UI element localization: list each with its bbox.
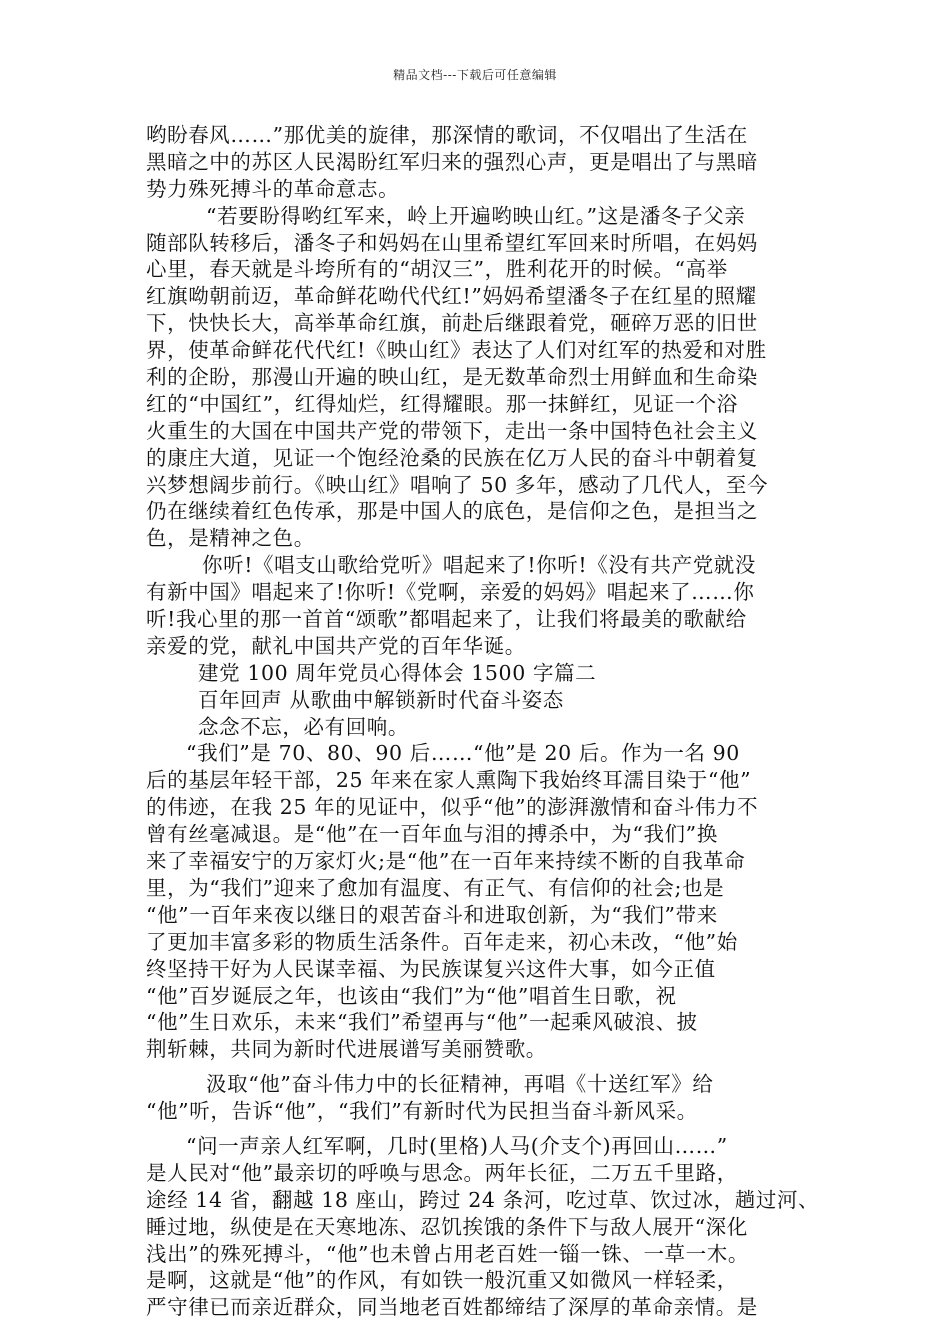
paragraph-first-line: “我们”是 70、80、90 后……“他”是 20 后。作为一名 90 bbox=[186, 741, 740, 766]
text-line: 界，使革命鲜花代代红!《映山红》表达了人们对红军的热爱和对胜 bbox=[146, 338, 767, 363]
paragraph-first-line: “若要盼得哟红军来，岭上开遍哟映山红。”这是潘冬子父亲 bbox=[206, 203, 746, 228]
text-line: 下，快快长大，高举革命红旗，前赴后继跟着党，砸碎万恶的旧世 bbox=[146, 311, 758, 336]
text-line: 睡过地，纵使是在天寒地冻、忍饥挨饿的条件下与敌人展开“深化 bbox=[146, 1214, 748, 1239]
text-line: 是人民对“他”最亲切的呼唤与思念。两年长征，二万五千里路， bbox=[146, 1160, 738, 1185]
text-line: 黑暗之中的苏区人民渴盼红军归来的强烈心声，更是唱出了与黑暗 bbox=[146, 149, 758, 174]
text-line: 哟盼春风……”那优美的旋律，那深情的歌词，不仅唱出了生活在 bbox=[146, 123, 748, 147]
text-line: 兴梦想阔步前行。《映山红》唱响了 50 多年，感动了几代人，至今 bbox=[146, 472, 769, 497]
paragraph-gap bbox=[146, 1125, 808, 1133]
text-line: 后的基层年轻干部，25 年来在家人熏陶下我始终耳濡目染于“他” bbox=[146, 768, 752, 793]
text-line: 随部队转移后，潘冬子和妈妈在山里希望红军回来时所唱，在妈妈 bbox=[146, 230, 758, 255]
section-heading: 建党 100 周年党员心得体会 1500 字篇二 bbox=[198, 660, 597, 685]
text-line: 荆斩棘，共同为新时代进展谱写美丽赞歌。 bbox=[146, 1037, 547, 1062]
text-line: 仍在继续着红色传承，那是中国人的底色，是信仰之色，是担当之 bbox=[146, 499, 758, 524]
paragraph-gap bbox=[146, 1063, 808, 1071]
page-header: 精品文档---下载后可任意编辑 bbox=[393, 68, 557, 82]
text-line: “他”百岁诞辰之年，也该由“我们”为“他”唱首生日歌，祝 bbox=[146, 983, 677, 1008]
text-line: 红的“中国红”，红得灿烂，红得耀眼。那一抹鲜红，见证一个浴 bbox=[146, 391, 738, 416]
paragraph-first-line: 你听!《唱支山歌给党听》唱起来了!你听!《没有共产党就没 bbox=[202, 553, 757, 578]
text-line: “他”一百年来夜以继日的艰苦奋斗和进取创新，为“我们”带来 bbox=[146, 902, 718, 927]
text-line: 曾有丝毫减退。是“他”在一百年血与泪的搏杀中，为“我们”换 bbox=[146, 822, 718, 847]
text-line: 途经 14 省，翻越 18 座山，跨过 24 条河，吃过草、饮过冰，趟过河、 bbox=[146, 1187, 820, 1212]
text-line: 的伟迹，在我 25 年的见证中，似乎“他”的澎湃激情和奋斗伟力不 bbox=[146, 795, 759, 820]
document-body bbox=[146, 122, 820, 1321]
text-line: 亲爱的党，献礼中国共产党的百年华诞。 bbox=[146, 633, 526, 658]
text-line: 了更加丰富多彩的物质生活条件。百年走来，初心未改，“他”始 bbox=[146, 929, 738, 954]
text-line: 终坚持干好为人民谋幸福、为民族谋复兴这件大事，如今正值 bbox=[146, 956, 716, 981]
text-line: 心里，春天就是斗垮所有的“胡汉三”，胜利花开的时候。“高举 bbox=[146, 257, 728, 282]
text-line: 利的企盼，那漫山开遍的映山红，是无数革命烈士用鲜血和生命染 bbox=[146, 365, 758, 390]
text-line: 势力殊死搏斗的革命意志。 bbox=[146, 176, 400, 201]
text-line: 是啊，这就是“他”的作风，有如铁一般沉重又如微风一样轻柔， bbox=[146, 1268, 738, 1293]
text-line: “他”生日欢乐，未来“我们”希望再与“他”一起乘风破浪、披 bbox=[146, 1010, 698, 1035]
text-line: 色，是精神之色。 bbox=[146, 526, 315, 551]
text-line: 来了幸福安宁的万家灯火;是“他”在一百年来持续不断的自我革命 bbox=[146, 849, 746, 874]
paragraph-first-line: 汲取“他”奋斗伟力中的长征精神，再唱《十送红军》给 bbox=[206, 1072, 714, 1097]
text-line: 里，为“我们”迎来了愈加有温度、有正气、有信仰的社会;也是 bbox=[146, 875, 725, 900]
text-line: 有新中国》唱起来了!你听!《党啊，亲爱的妈妈》唱起来了……你 bbox=[146, 580, 755, 605]
text-line: 红旗呦朝前迈，革命鲜花呦代代红!”妈妈希望潘冬子在红星的照耀 bbox=[146, 284, 757, 309]
text-line: 火重生的大国在中国共产党的带领下，走出一条中国特色社会主义 bbox=[146, 418, 758, 443]
text-line: 听!我心里的那一首首“颂歌”都唱起来了，让我们将最美的歌献给 bbox=[146, 607, 747, 632]
paragraph-first-line: “问一声亲人红军啊，几时(里格)人马(介支个)再回山……” bbox=[186, 1133, 728, 1158]
text-line: “他”听，告诉“他”，“我们”有新时代为民担当奋斗新风采。 bbox=[146, 1099, 698, 1124]
text-line: 的康庄大道，见证一个饱经沧桑的民族在亿万人民的奋斗中朝着复 bbox=[146, 445, 758, 470]
paragraph-first-line: 念念不忘，必有回响。 bbox=[198, 714, 409, 739]
section-subtitle: 百年回声 从歌曲中解锁新时代奋斗姿态 bbox=[198, 687, 564, 712]
text-line: 浅出”的殊死搏斗，“他”也未曾占用老百姓一锱一铢、一草一木。 bbox=[146, 1241, 749, 1266]
text-line: 严守律已而亲近群众，同当地老百姓都缔结了深厚的革命亲情。是 bbox=[146, 1295, 758, 1320]
